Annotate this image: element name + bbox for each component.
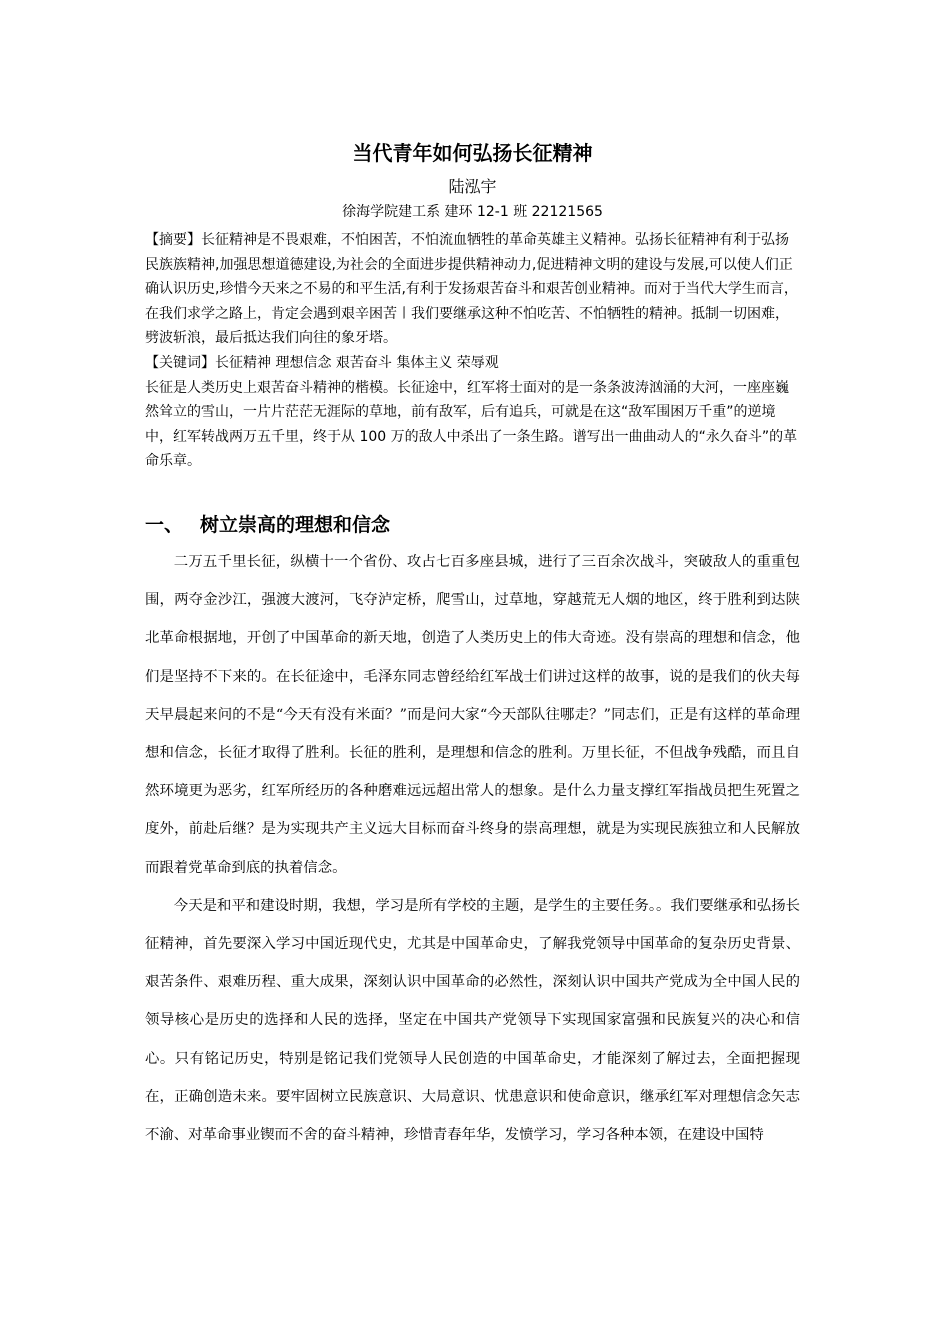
body-paragraph-2: 今天是和平和建设时期，我想，学习是所有学校的主题，是学生的主要任务。。我们要继承和弘扬长征精神，首先要深入学习中国近现代史，尤其是中国革命史，了解我党领导中国革命的复杂历史背景、艰苦条件、艰难历程、重大成果，深刻认识中国革命的必然性，深刻认识中国共产党成为全中国人民的领导核心是历史的选择和人民的选择，坚定在中国共产党领导下实现国家富强和民族复兴的决心和信心。只有铭记历史，特别是铭记我们党领导人民创造的中国革命史，才能深刻了解过去，全面把握现在，正确创造未来。要牢固树立民族意识、大局意识、忧患意识和使命意识，继承红军对理想信念矢志不渝、对革命事业锲而不舍的奋斗精神，珍惜青春年华，发愤学习，学习各种本领，在建设中国特 bbox=[145, 897, 800, 1144]
intro-text: 长征是人类历史上艰苦奋斗精神的楷模。长征途中，红军将士面对的是一条条波涛汹涌的大河，一座座巍然耸立的雪山，一片片茫茫无涯际的草地，前有敌军，后有追兵，可就是在这“敌军围困万千重”的逆境中，红军转战两万五千里，终于从 100 万的敌人中杀出了一条生路。谱写出一曲曲动人的“永久奋斗”的革命乐章。 bbox=[145, 379, 798, 470]
section-title: 树立崇高的理想和信念 bbox=[200, 514, 391, 536]
author-affiliation: 徐海学院建工系 建环 12-1 班 22121565 bbox=[342, 204, 603, 220]
section-number: 一、 bbox=[145, 514, 184, 536]
abstract-text: 【摘要】长征精神是不畏艰难，不怕困苦，不怕流血牺牲的革命英雄主义精神。弘扬长征精神有利于弘扬民族族精神,加强思想道德建设,为社会的全面进步提供精神动力,促进精神文明的建设与发展,可以使人们正确认识历史,珍惜今天来之不易的和平生活,有利于发扬艰苦奋斗和艰苦创业精神。而对于当代大学生而言，在我们求学之路上，肯定会遇到艰辛困苦〡我们要继承这种不怕吃苦、不怕牺牲的精神。抵制一切困难，劈波斩浪，最后抵达我们向往的象牙塔。 bbox=[145, 232, 798, 347]
body-paragraph-1: 二万五千里长征，纵横十一个省份、攻占七百多座县城，进行了三百余次战斗，突破敌人的重重包围，两夺金沙江，强渡大渡河，飞夺泸定桥，爬雪山，过草地，穿越荒无人烟的地区，终于胜利到达陕北革命根据地，开创了中国革命的新天地，创造了人类历史上的伟大奇迹。没有崇高的理想和信念，他们是坚持不下来的。在长征途中，毛泽东同志曾经给红军战士们讲过这样的故事，说的是我们的伙夫每天早晨起来问的不是“今天有没有米面？”而是问大家“今天部队往哪走？”同志们，正是有这样的革命理想和信念，长征才取得了胜利。长征的胜利，是理想和信念的胜利。万里长征，不但战争残酷，而且自然环境更为恶劣，红军所经历的各种磨难远远超出常人的想象。是什么力量支撑红军指战员把生死置之度外，前赴后继？是为实现共产主义远大目标而奋斗终身的崇高理想，就是为实现民族独立和人民解放而跟着党革命到底的执着信念。 bbox=[145, 554, 800, 876]
abstract-block bbox=[145, 228, 800, 474]
document-title: 当代青年如何弘扬长征精神 bbox=[352, 141, 593, 165]
section-body bbox=[145, 543, 800, 1154]
section-heading bbox=[145, 510, 800, 540]
author-name: 陆泓宇 bbox=[448, 177, 497, 196]
keywords-text: 【关键词】长征精神 理想信念 艰苦奋斗 集体主义 荣辱观 bbox=[145, 354, 499, 371]
